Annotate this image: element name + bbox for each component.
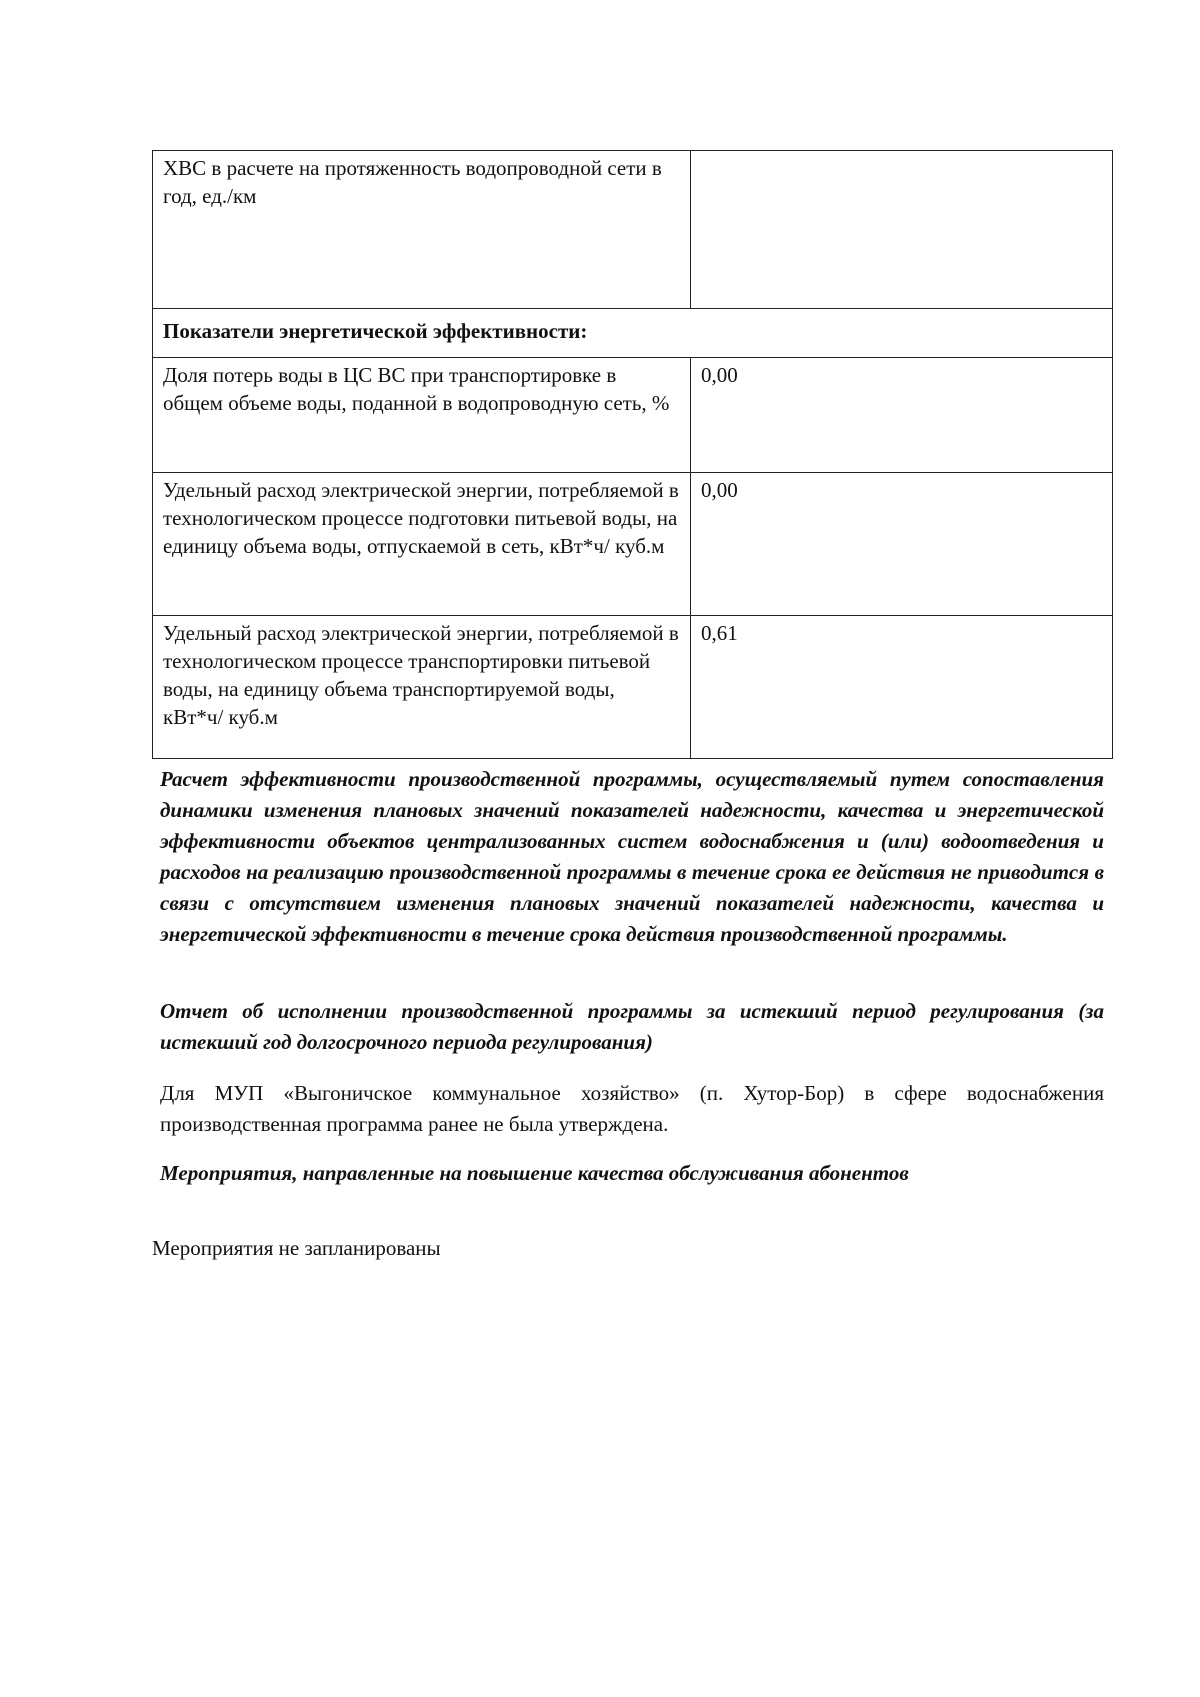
measures-text: Мероприятия не запланированы — [152, 1236, 441, 1260]
efficiency-note: Расчет эффективности производственной программы, осуществляемый путем сопоставления динамики изменения плановых значений показателей надежности, качества и энергетической эффективности объектов централизованных систем водоснабжения и (или) водоотведения и расходов на реализацию производственной программы в течение срока ее действия не приводится в связи с отсутствием изменения плановых значений показателей надежности, качества и энергетической эффективности в течение срока действия производственной программы. — [160, 767, 1104, 946]
row-prep-label: Удельный расход электрической энергии, потребляемой в технологическом процессе подготовки питьевой воды, на единицу объема воды, отпускаемой в сеть, кВт*ч/ куб.м — [153, 473, 691, 616]
energy-section-heading: Показатели энергетической эффективности: — [153, 309, 1113, 358]
measures-heading: Мероприятия, направленные на повышение качества обслуживания абонентов — [160, 1161, 909, 1185]
table-row — [153, 151, 1113, 309]
row-transport-label: Удельный расход электрической энергии, потребляемой в технологическом процессе транспортировки питьевой воды, на единицу объема транспортируемой воды, кВт*ч/ куб.м — [153, 616, 691, 759]
row-hvs-value — [691, 151, 1113, 309]
indicators-table — [152, 150, 1113, 759]
table-row — [153, 473, 1113, 616]
row-transport-value: 0,61 — [691, 616, 1113, 759]
row-prep-value: 0,00 — [691, 473, 1113, 616]
row-hvs-label: ХВС в расчете на протяженность водопроводной сети в год, ед./км — [153, 151, 691, 309]
report-text: Для МУП «Выгоничское коммунальное хозяйство» (п. Хутор-Бор) в сфере водоснабжения производственная программа ранее не была утверждена. — [160, 1081, 1104, 1136]
row-losses-label: Доля потерь воды в ЦС ВС при транспортировке в общем объеме воды, поданной в водопроводную сеть, % — [153, 358, 691, 473]
table-row — [153, 358, 1113, 473]
table-row — [153, 616, 1113, 759]
table-row — [153, 309, 1113, 358]
row-losses-value: 0,00 — [691, 358, 1113, 473]
report-heading: Отчет об исполнении производственной программы за истекший период регулирования (за истекший год долгосрочного периода регулирования) — [160, 999, 1104, 1054]
